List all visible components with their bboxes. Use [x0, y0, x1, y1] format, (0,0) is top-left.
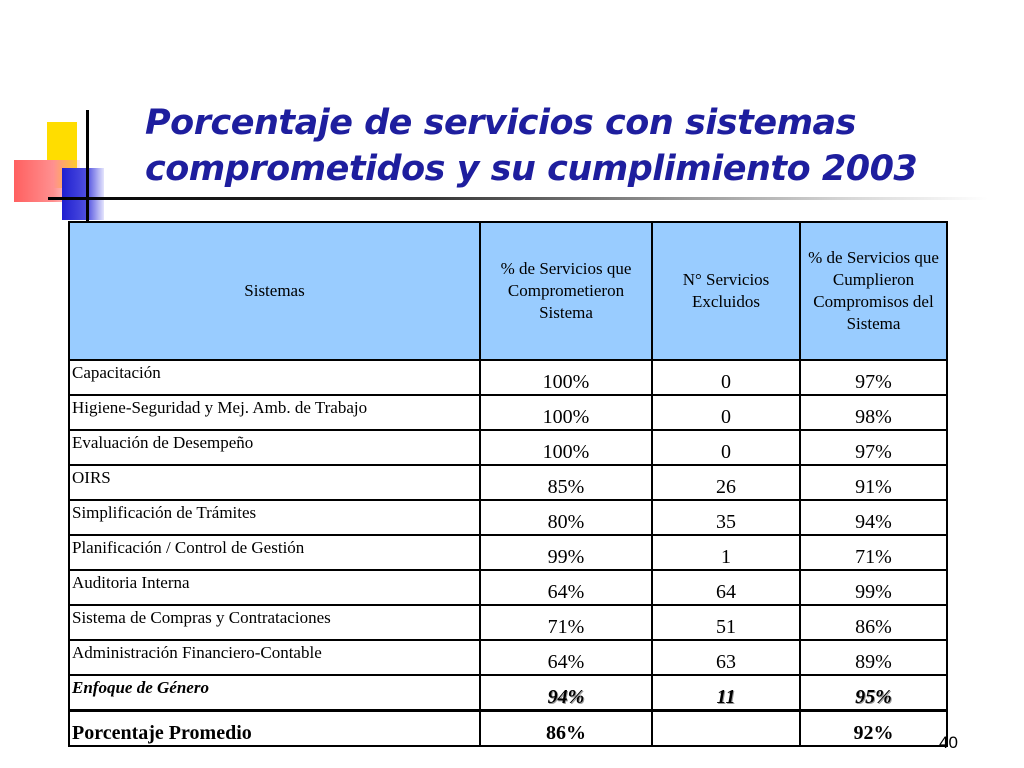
header-excluidos: N° Servicios Excluidos	[652, 222, 800, 360]
row-cumpl: 98%	[800, 395, 947, 430]
row-name: OIRS	[69, 465, 480, 500]
title-underline	[48, 197, 988, 200]
table-row	[69, 640, 947, 675]
title-line-2: comprometidos y su cumplimiento 2003	[145, 149, 918, 189]
row-cumpl: 91%	[800, 465, 947, 500]
table-row	[69, 605, 947, 640]
table-row	[69, 465, 947, 500]
row-excl: 0	[652, 395, 800, 430]
row-name: Auditoria Interna	[69, 570, 480, 605]
slide-title	[145, 100, 1005, 192]
total-pct: 86%	[480, 711, 652, 747]
row-excl: 63	[652, 640, 800, 675]
row-name: Simplificación de Trámites	[69, 500, 480, 535]
row-cumpl: 97%	[800, 430, 947, 465]
table-row-total	[69, 711, 947, 747]
table-row	[69, 360, 947, 395]
header-sistemas: Sistemas	[69, 222, 480, 360]
row-name: Enfoque de Género	[69, 675, 480, 711]
row-pct: 85%	[480, 465, 652, 500]
row-cumpl: 94%	[800, 500, 947, 535]
row-excl: 51	[652, 605, 800, 640]
table-row	[69, 570, 947, 605]
vertical-line-shape	[86, 110, 89, 228]
row-pct: 64%	[480, 570, 652, 605]
row-cumpl: 89%	[800, 640, 947, 675]
header-pct-comprometieron: % de Servicios que Comprometieron Sistema	[480, 222, 652, 360]
table-row-genero	[69, 675, 947, 711]
table-header-row	[69, 222, 947, 360]
row-pct: 100%	[480, 430, 652, 465]
table-row	[69, 535, 947, 570]
row-excl: 0	[652, 430, 800, 465]
row-pct: 100%	[480, 360, 652, 395]
row-excl: 11	[652, 675, 800, 711]
row-pct: 64%	[480, 640, 652, 675]
row-name: Higiene-Seguridad y Mej. Amb. de Trabajo	[69, 395, 480, 430]
row-pct: 94%	[480, 675, 652, 711]
row-name: Sistema de Compras y Contrataciones	[69, 605, 480, 640]
row-excl: 64	[652, 570, 800, 605]
row-name: Evaluación de Desempeño	[69, 430, 480, 465]
row-name: Administración Financiero-Contable	[69, 640, 480, 675]
row-excl: 0	[652, 360, 800, 395]
row-pct: 100%	[480, 395, 652, 430]
row-cumpl: 71%	[800, 535, 947, 570]
systems-table	[68, 221, 948, 747]
row-cumpl: 97%	[800, 360, 947, 395]
row-cumpl: 86%	[800, 605, 947, 640]
row-cumpl: 99%	[800, 570, 947, 605]
table-row	[69, 395, 947, 430]
row-pct: 99%	[480, 535, 652, 570]
table-row	[69, 430, 947, 465]
table-row	[69, 500, 947, 535]
slide-logo-decoration	[0, 0, 140, 230]
page-number: 40	[939, 733, 958, 752]
row-excl: 1	[652, 535, 800, 570]
total-cumpl: 92%	[800, 711, 947, 747]
blue-square-shape	[62, 168, 104, 220]
row-cumpl: 95%	[800, 675, 947, 711]
row-name: Planificación / Control de Gestión	[69, 535, 480, 570]
row-pct: 71%	[480, 605, 652, 640]
total-excl	[652, 711, 800, 747]
row-excl: 35	[652, 500, 800, 535]
row-excl: 26	[652, 465, 800, 500]
title-line-1: Porcentaje de servicios con sistemas	[145, 103, 857, 143]
row-pct: 80%	[480, 500, 652, 535]
header-pct-cumplieron: % de Servicios que Cumplieron Compromisos del Sistema	[800, 222, 947, 360]
row-name: Capacitación	[69, 360, 480, 395]
total-name: Porcentaje Promedio	[69, 711, 480, 747]
